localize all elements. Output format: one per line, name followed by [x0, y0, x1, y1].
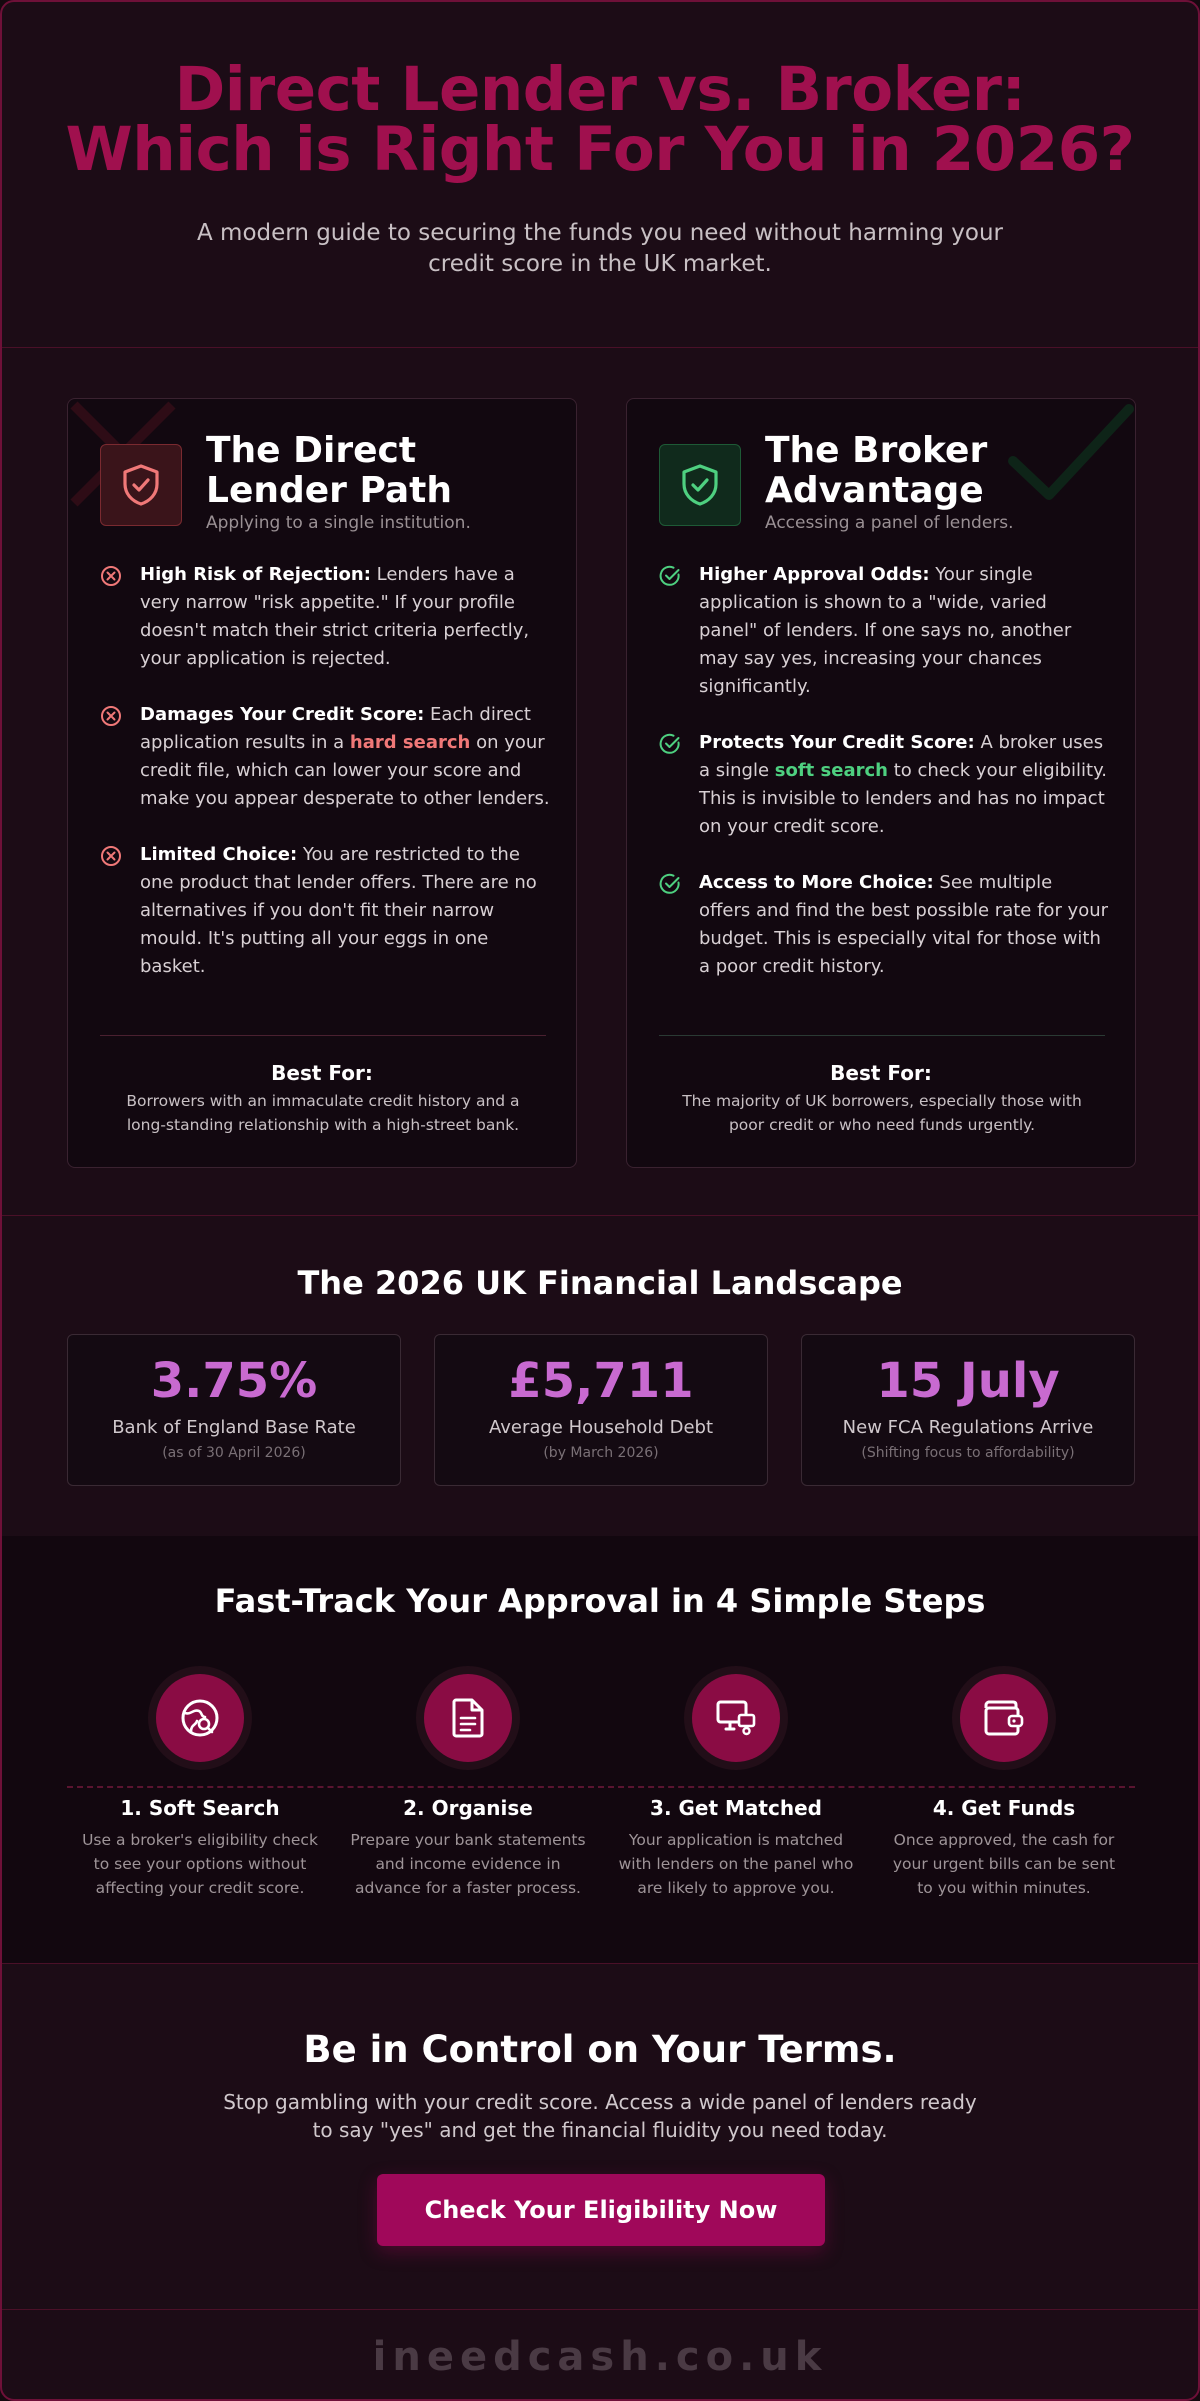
shield-check-icon [680, 463, 720, 507]
direct-points-list [100, 561, 550, 1009]
direct-card-subtitle: Applying to a single institution. [206, 513, 471, 533]
x-circle-icon [100, 565, 122, 587]
step-title: 2. Organise [403, 1796, 533, 1820]
point-text: See multiple offers and find the best possible rate for your budget. This is especially vital for those with a poor credit history. [699, 872, 1109, 977]
wallet-icon [983, 1699, 1025, 1737]
point-heading: Access to More Choice: [699, 872, 934, 893]
check-circle-icon [659, 873, 681, 895]
direct-lender-card [67, 398, 577, 1168]
check-eligibility-button[interactable]: Check Your Eligibility Now [377, 2174, 825, 2246]
list-item [100, 701, 550, 813]
step-icon-ring [952, 1666, 1056, 1770]
stat-note: (by March 2026) [543, 1445, 659, 1461]
step-organise [348, 1666, 588, 1900]
devices-icon [715, 1698, 757, 1738]
shield-check-icon [121, 463, 161, 507]
point-heading: Protects Your Credit Score: [699, 732, 975, 753]
hard-search-highlight: hard search [349, 732, 471, 753]
list-item [659, 869, 1109, 981]
check-circle-icon [659, 733, 681, 755]
hero-section [2, 2, 1198, 348]
stat-value: 3.75% [150, 1353, 318, 1409]
list-item [100, 841, 550, 981]
comparison-section [2, 348, 1198, 1216]
x-circle-icon [100, 705, 122, 727]
step-get-matched [616, 1666, 856, 1900]
broker-card [626, 398, 1136, 1168]
point-text: You are restricted to the one product that lender offers. There are no alternatives if you don't fit their narrow mould. It's putting all your eggs in one basket. [140, 844, 537, 977]
broker-best-for-label: Best For: [830, 1061, 932, 1085]
step-text: Your application is matched with lenders on the panel who are likely to approve you. [618, 1831, 854, 1897]
footer [2, 2310, 1198, 2401]
steps-section [2, 1536, 1198, 1964]
broker-shield-badge [659, 444, 741, 526]
stat-label: Bank of England Base Rate [112, 1417, 356, 1438]
step-title: 3. Get Matched [650, 1796, 822, 1820]
stat-note: (Shifting focus to affordability) [861, 1445, 1075, 1461]
step-text: Once approved, the cash for your urgent bills can be sent to you within minutes. [892, 1831, 1116, 1897]
point-text: A broker uses a single [699, 732, 1104, 781]
brand-wordmark: ineedcash.co.uk [372, 2334, 828, 2380]
stat-card-base-rate [67, 1334, 401, 1486]
cta-title: Be in Control on Your Terms. [303, 2028, 897, 2071]
document-icon [450, 1697, 486, 1739]
x-circle-icon [100, 845, 122, 867]
cta-section [2, 1964, 1198, 2310]
globe-search-icon [179, 1697, 221, 1739]
cta-text: Stop gambling with your credit score. Access a wide panel of lenders ready to say "yes" and get the financial fluidity you need today. [223, 2090, 977, 2142]
point-heading: Higher Approval Odds: [699, 564, 930, 585]
stat-label: Average Household Debt [488, 1417, 714, 1438]
steps-title: Fast-Track Your Approval in 4 Simple Steps [214, 1582, 986, 1620]
direct-shield-badge [100, 444, 182, 526]
landscape-title: The 2026 UK Financial Landscape [297, 1264, 903, 1302]
stat-card-fca-regulations [801, 1334, 1135, 1486]
step-icon-ring [148, 1666, 252, 1770]
direct-best-for-label: Best For: [271, 1061, 373, 1085]
broker-card-subtitle: Accessing a panel of lenders. [765, 513, 1014, 533]
stat-value: £5,711 [508, 1353, 694, 1409]
stat-label: New FCA Regulations Arrive [842, 1417, 1094, 1438]
soft-search-highlight: soft search [774, 760, 888, 781]
step-icon-ring [684, 1666, 788, 1770]
step-text: Use a broker's eligibility check to see your options without affecting your credit score. [82, 1831, 318, 1897]
broker-best-for-text: The majority of UK borrowers, especially those with poor credit or who need funds urgently. [682, 1092, 1082, 1134]
page-subtitle: A modern guide to securing the funds you need without harming your credit score in the UK market. [197, 220, 1003, 277]
point-heading: High Risk of Rejection: [140, 564, 371, 585]
broker-card-title: The Broker Advantage [765, 430, 988, 511]
step-text: Prepare your bank statements and income evidence in advance for a faster process. [350, 1831, 586, 1897]
point-text: Lenders have a very narrow "risk appetite." If your profile doesn't match their strict criteria perfectly, your application is rejected. [140, 564, 530, 669]
point-heading: Damages Your Credit Score: [140, 704, 425, 725]
broker-points-list [659, 561, 1109, 1009]
point-text: Each direct application results in a [140, 704, 531, 753]
landscape-section [2, 1216, 1198, 1536]
list-item [100, 561, 550, 673]
step-title: 4. Get Funds [932, 1796, 1076, 1820]
point-text: to check your eligibility. This is invisible to lenders and has no impact on your credit score. [699, 760, 1107, 837]
list-item [659, 561, 1109, 701]
step-soft-search [80, 1666, 320, 1900]
check-circle-icon [659, 565, 681, 587]
card-divider [100, 1035, 546, 1036]
list-item [659, 729, 1109, 841]
direct-card-title: The Direct Lender Path [206, 430, 453, 511]
card-divider [659, 1035, 1105, 1036]
direct-best-for-text: Borrowers with an immaculate credit history and a long-standing relationship with a high-street bank. [126, 1092, 520, 1134]
step-title: 1. Soft Search [120, 1796, 280, 1820]
step-get-funds [884, 1666, 1124, 1900]
stat-note: (as of 30 April 2026) [162, 1445, 306, 1461]
point-heading: Limited Choice: [140, 844, 298, 865]
stat-card-household-debt [434, 1334, 768, 1486]
stat-value: 15 July [876, 1353, 1060, 1409]
point-text: on your credit file, which can lower your score and make you appear desperate to other lenders. [140, 732, 550, 809]
point-text: Your single application is shown to a "wide, varied panel" of lenders. If one says no, another may say yes, increasing your chances significantly. [699, 564, 1072, 697]
step-icon-ring [416, 1666, 520, 1770]
page-title: Direct Lender vs. Broker: Which is Right For You in 2026? [65, 54, 1135, 185]
